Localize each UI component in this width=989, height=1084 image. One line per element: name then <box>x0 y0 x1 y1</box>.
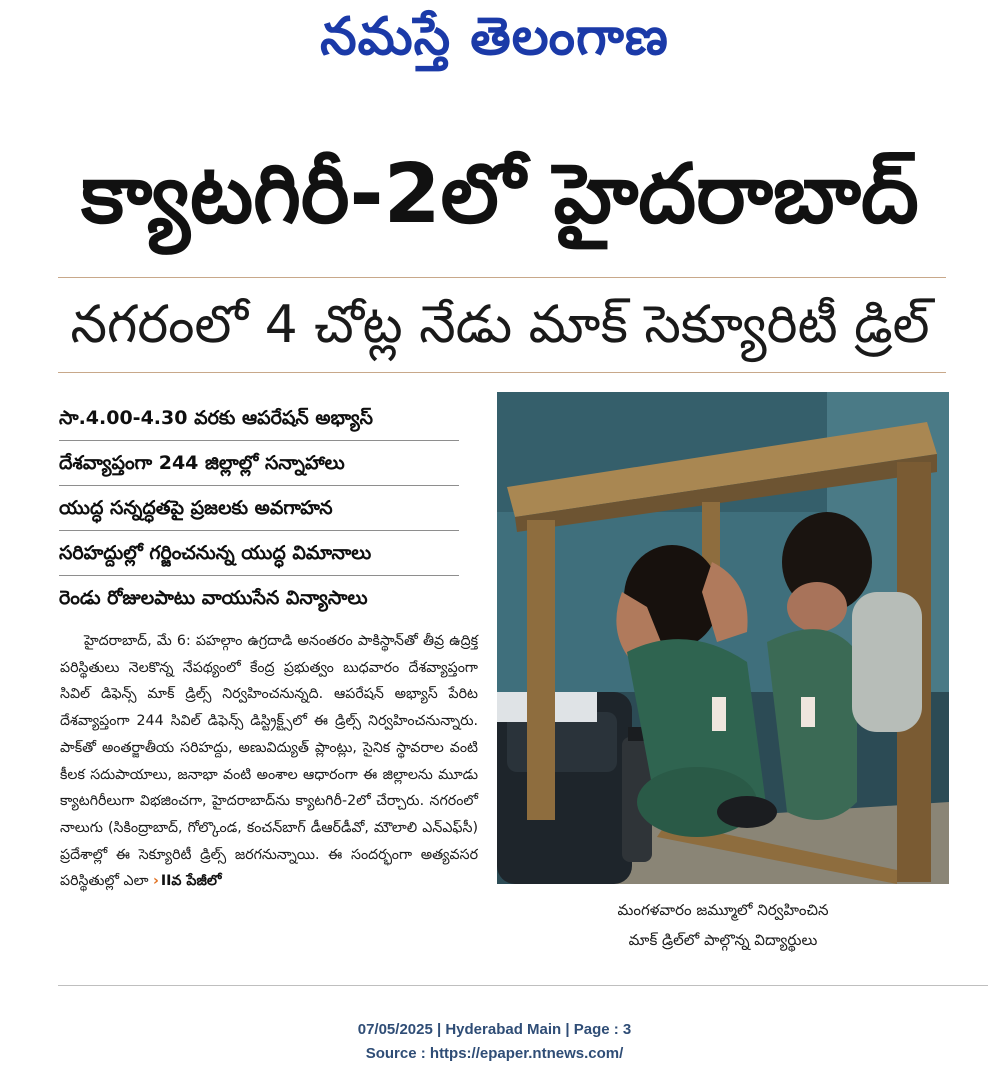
article-text: హైదరాబాద్, మే 6: పహల్గాం ఉగ్రదాడి అనంతరం పాకిస్థాన్‌తో తీవ్ర ఉద్రిక్త పరిస్థితులు నెలకొన్న నేపథ్యంలో కేంద్ర ప్రభుత్వం బుధవారం దేశవ్యాప్తంగా సివిల్ డిఫెన్స్ మాక్ డ్రిల్స్ నిర్వహించనున్నది. ఆపరేషన్ అభ్యాస్ పేరిట దేశవ్యాప్తంగా 244 సివిల్ డిఫెన్స్ డిస్ట్రిక్ట్స్‌లో ఈ డ్రిల్స్ నిర్వహించనున్నారు. పాక్‌తో అంతర్జాతీయ సరిహద్దు, అణువిద్యుత్ ప్లాంట్లు, సైనిక స్థావరాల వంటి కీలక సదుపాయాలు, జనాభా వంటి అంశాల ఆధారంగా ఈ జిల్లాలను మూడు క్యాటగిరీలుగా విభజించగా, హైదరాబాద్‌ను క్యాటగిరీ-2లో చేర్చారు. నగరంలో నాలుగు (సికింద్రాబాద్, గోల్కొండ, కంచన్‌బాగ్ డీఆర్‌డీవో, మౌలాలి ఎన్ఎఫ్‌సీ) ప్రదేశాల్లో ఈ సెక్యూరిటీ డ్రిల్స్ జరగనున్నాయి. ఈ సందర్భంగా అత్యవసర పరిస్థితుల్లో ఎలా <box>60 633 478 890</box>
footer-edition-info: 07/05/2025 | Hyderabad Main | Page : 3 <box>357 1021 632 1038</box>
caption-line: మాక్ డ్రిల్‌లో పాల్గొన్న విద్యార్థులు <box>628 931 818 949</box>
highlight-item: దేశవ్యాప్తంగా 244 జిల్లాల్లో సన్నాహాలు <box>59 441 459 486</box>
caption-line: మంగళవారం జమ్మూలో నిర్వహించిన <box>617 901 829 919</box>
highlight-item: సరిహద్దుల్లో గర్జించనున్న యుద్ధ విమానాలు <box>59 531 459 576</box>
news-photo <box>497 392 949 884</box>
continued-on-link[interactable] <box>153 873 222 889</box>
continued-on-label: IIవ పేజీలో <box>160 873 222 890</box>
article-body <box>60 628 478 895</box>
chevron-right-icon: › <box>152 873 159 890</box>
footer-source-link[interactable]: Source : https://epaper.ntnews.com/ <box>365 1045 624 1062</box>
highlight-list <box>59 396 459 620</box>
subheadline: నగరంలో 4 చోట్ల నేడు మాక్ సెక్యూరిటీ డ్రిల్ <box>70 295 930 355</box>
subheadline-divider <box>58 372 946 373</box>
newspaper-masthead: నమస్తే తెలంగాణ <box>320 6 669 67</box>
highlight-item: రెండు రోజులపాటు వాయుసేన విన్యాసాలు <box>59 587 368 609</box>
highlight-item: యుద్ధ సన్నద్ధతపై ప్రజలకు అవగాహన <box>59 486 459 531</box>
headline: క్యాటగిరీ-2లో హైదరాబాద్ <box>81 147 919 242</box>
headline-divider <box>58 277 946 278</box>
bottom-divider <box>58 985 988 986</box>
highlight-item: సా.4.00-4.30 వరకు ఆపరేషన్ అభ్యాస్ <box>59 396 459 441</box>
photo-caption <box>497 895 949 955</box>
students-under-desk-illustration <box>497 392 949 884</box>
